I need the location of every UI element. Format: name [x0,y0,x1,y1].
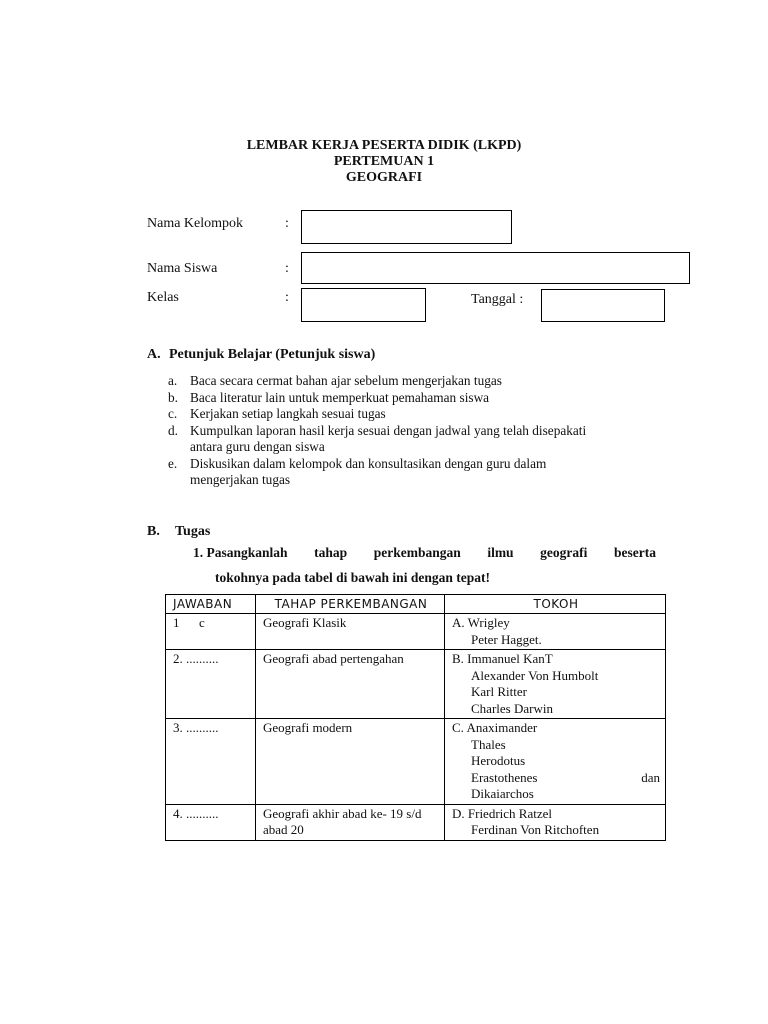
tanggal-field[interactable] [541,289,665,322]
list-item [168,406,668,423]
figure-item: Alexander Von Humbolt [471,667,599,683]
list-item-text: Kerjakan setiap langkah sesuai tugas [190,406,386,421]
option-letter: A. [452,615,465,630]
task-word: ilmu [487,545,514,560]
figure-item: Herodotus [471,753,526,768]
stage-cell: Geografi modern [256,719,445,805]
list-item [168,390,668,407]
section-b-heading [147,524,210,540]
list-item [168,373,668,390]
kelas-label: Kelas [147,290,179,305]
colon: : [285,290,289,305]
task-number-text: 1. [193,545,204,560]
nama-kelompok-label: Nama Kelompok [147,216,244,231]
nama-siswa-field[interactable] [301,252,690,284]
tanggal-label: Tanggal : [471,292,524,307]
figure-item: Thales [471,736,506,752]
task-word: tahap [314,545,348,560]
figures-cell [445,719,666,805]
column-header-jawaban: JAWABAN [166,595,256,614]
answer-cell[interactable]: 2. .......... [166,650,256,719]
section-a-heading [147,347,375,363]
list-marker: d. [168,422,178,438]
list-item-text: Baca literatur lain untuk memperkuat pemahaman siswa [190,389,490,405]
option-letter: D. [452,805,465,821]
column-header-tahap: TAHAP PERKEMBANGAN [256,595,445,614]
task-line: tokohnya pada tabel di bawah ini dengan tepat! [215,570,490,585]
nama-kelompok-field[interactable] [301,210,512,244]
nama-siswa-label: Nama Siswa [147,261,218,276]
section-title: Tugas [175,524,211,539]
figure-item: Dikaiarchos [471,786,534,801]
table-row [166,614,666,650]
figures-cell [445,650,666,719]
task-word: Pasangkanlah [206,545,288,560]
figure-item: Ferdinan Von Ritchoften [471,822,600,837]
list-item-line: mengerjakan tugas [190,472,291,487]
figure-name: Wrigley [467,615,510,630]
list-marker: a. [168,373,178,388]
task-instruction [193,540,656,590]
figure-item [452,615,660,632]
list-marker: e. [168,455,178,471]
list-item [168,456,668,489]
list-item-text: Baca secara cermat bahan ajar sebelum mengerjakan tugas [190,373,502,388]
stage-cell: Geografi Klasik [256,614,445,650]
figure-item [452,651,660,668]
task-word: perkembangan [373,545,461,560]
meeting-title: PERTEMUAN 1 [333,154,435,169]
colon: : [285,261,289,276]
worksheet-title: LEMBAR KERJA PESERTA DIDIK (LKPD) [246,138,522,153]
list-item-text [190,456,546,489]
matching-table [165,594,666,841]
colon: : [285,216,289,231]
list-item [168,423,668,456]
option-letter: C. [452,720,464,735]
figure-name: Immanuel KanT [467,651,553,666]
answer-cell[interactable]: 1 c [166,614,256,650]
kelas-field[interactable] [301,288,426,322]
figures-cell [445,614,666,650]
answer-cell[interactable]: 4. .......... [166,804,256,840]
list-marker: c. [168,406,178,421]
list-item-text [190,423,586,456]
option-letter: B. [452,651,464,666]
figure-item: Karl Ritter [471,684,527,699]
figure-name: Anaximander [466,720,538,735]
figure-item [452,720,660,737]
figure-item: Peter Hagget. [471,631,542,647]
conjunction: dan [641,769,660,785]
stage-cell: Geografi abad pertengahan [256,650,445,719]
table-header-row [166,595,666,614]
figure-item [452,770,660,787]
task-line [193,540,656,565]
figure-item: Charles Darwin [471,700,553,716]
instruction-list [168,373,668,489]
section-title: Petunjuk Belajar (Petunjuk siswa) [169,347,376,362]
column-header-tokoh: TOKOH [445,595,666,614]
table-row [166,650,666,719]
list-item-line: antara guru dengan siswa [190,439,325,454]
figure-item [452,806,660,823]
subject-title: GEOGRAFI [345,170,423,185]
answer-cell[interactable]: 3. .......... [166,719,256,805]
list-item-line: Kumpulkan laporan hasil kerja sesuai dengan jadwal yang telah disepakati [190,422,587,438]
table-row [166,719,666,805]
list-marker: b. [168,389,178,405]
task-word: beserta [613,545,656,560]
section-letter: A. [147,347,161,362]
task-number [193,540,288,565]
figure-name: Erastothenes [471,769,538,785]
task-word: geografi [540,545,588,560]
table-row [166,804,666,840]
section-letter: B. [147,524,160,539]
figures-cell [445,804,666,840]
stage-cell: Geografi akhir abad ke- 19 s/d abad 20 [256,804,445,840]
list-item-line: Diskusikan dalam kelompok dan konsultasikan dengan guru dalam [190,455,547,471]
figure-name: Friedrich Ratzel [467,805,552,821]
